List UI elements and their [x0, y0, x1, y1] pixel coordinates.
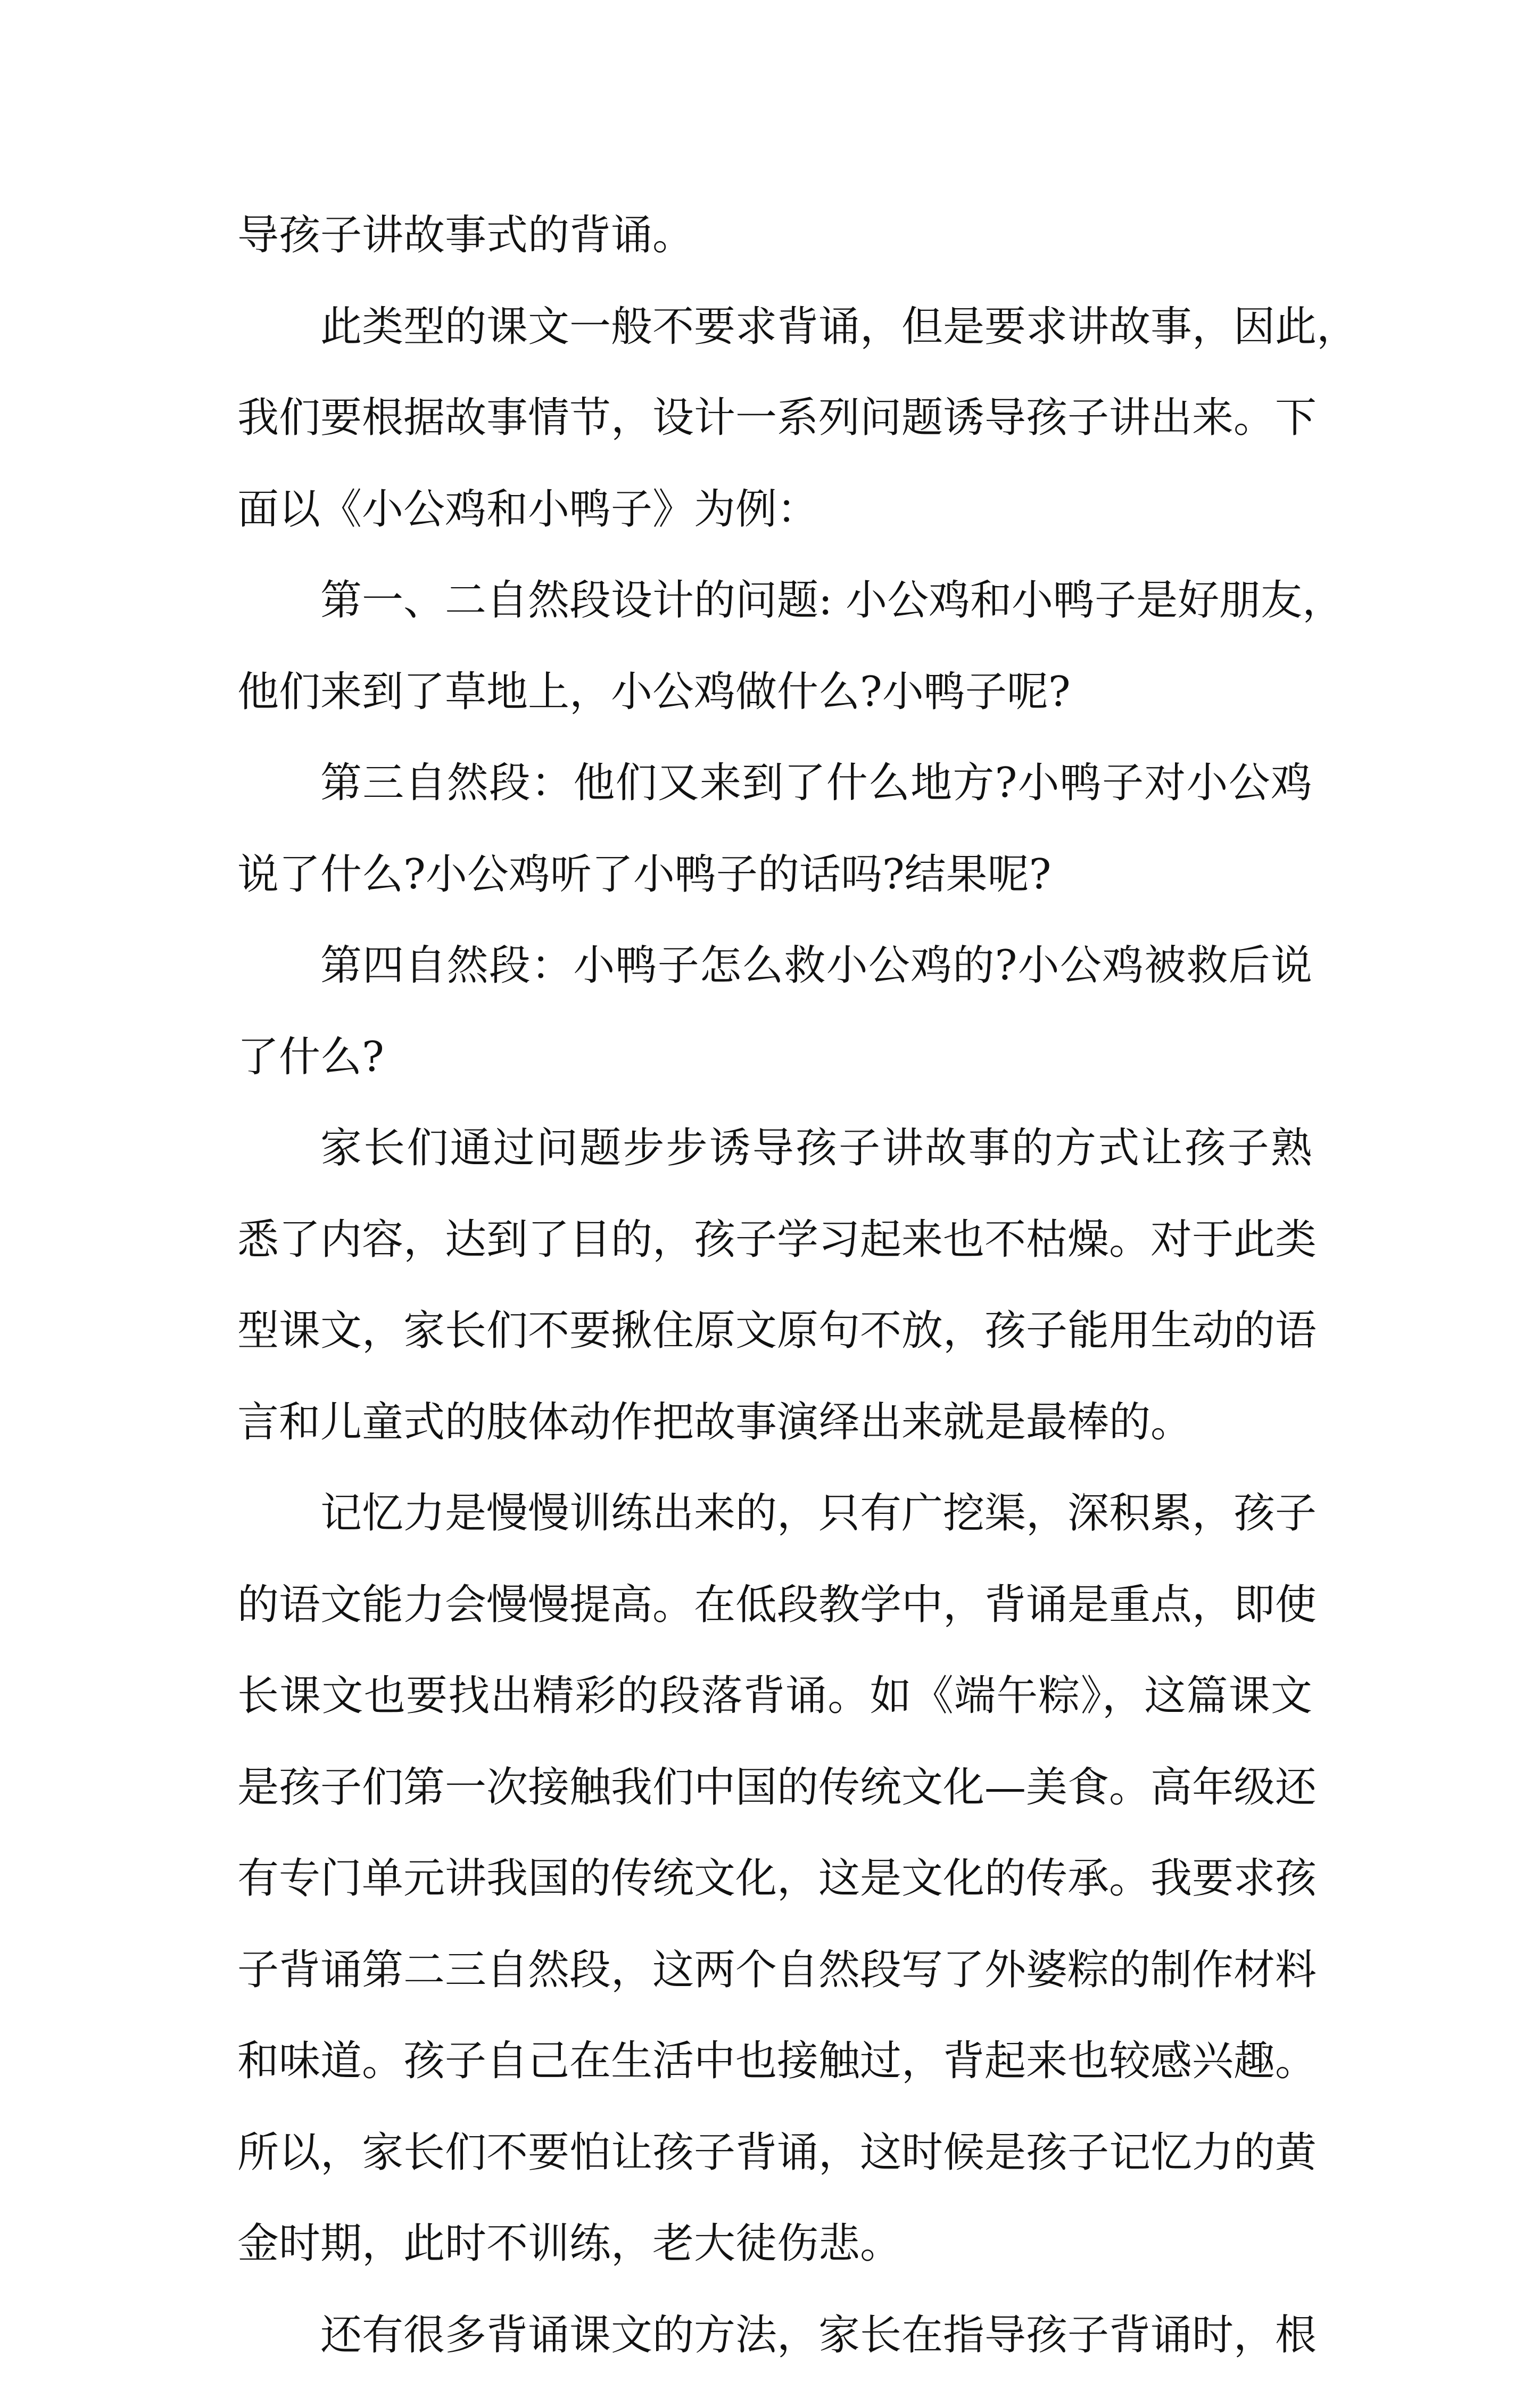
text-line: 我们要根据故事情节，设计一系列问题诱导孩子讲出来。下 [237, 373, 1312, 464]
text-line: 他们来到了草地上，小公鸡做什么?小鸭子呢? [237, 647, 1312, 738]
text-line: 悉了内容，达到了目的，孩子学习起来也不枯燥。对于此类 [237, 1194, 1312, 1286]
paragraph [237, 738, 1312, 920]
paragraph [237, 190, 1312, 282]
text-line: 导孩子讲故事式的背诵。 [237, 190, 1312, 282]
paragraph [237, 920, 1312, 1103]
text-line: 长课文也要找出精彩的段落背诵。如《端午粽》，这篇课文 [237, 1651, 1312, 1742]
text-line: 型课文，家长们不要揪住原文原句不放，孩子能用生动的语 [237, 1286, 1312, 1377]
text-line: 的语文能力会慢慢提高。在低段教学中，背诵是重点，即使 [237, 1560, 1312, 1651]
text-line: 所以，家长们不要怕让孩子背诵，这时候是孩子记忆力的黄 [237, 2107, 1312, 2199]
text-line: 金时期，此时不训练，老大徒伤悲。 [237, 2198, 1312, 2290]
body-text [237, 190, 1312, 2381]
text-line: 说了什么?小公鸡听了小鸭子的话吗?结果呢? [237, 829, 1312, 921]
text-line: 第三自然段：他们又来到了什么地方?小鸭子对小公鸡 [237, 738, 1312, 829]
text-line: 面以《小公鸡和小鸭子》为例： [237, 464, 1312, 556]
paragraph [237, 282, 1312, 556]
text-line: 家长们通过问题步步诱导孩子讲故事的方式让孩子熟 [237, 1103, 1312, 1194]
text-line: 有专门单元讲我国的传统文化，这是文化的传承。我要求孩 [237, 1833, 1312, 1925]
text-line: 第一、二自然段设计的问题: 小公鸡和小鸭子是好朋友， [237, 555, 1312, 647]
paragraph [237, 2290, 1312, 2381]
text-line: 了什么? [237, 1012, 1312, 1103]
paragraph [237, 1468, 1312, 2290]
text-line: 言和儿童式的肢体动作把故事演绎出来就是最棒的。 [237, 1377, 1312, 1469]
text-line: 第四自然段：小鸭子怎么救小公鸡的?小公鸡被救后说 [237, 920, 1312, 1012]
text-line: 子背诵第二三自然段，这两个自然段写了外婆粽的制作材料 [237, 1925, 1312, 2016]
text-line: 此类型的课文一般不要求背诵，但是要求讲故事，因此， [237, 282, 1312, 373]
text-line: 是孩子们第一次接触我们中国的传统文化—美食。高年级还 [237, 1742, 1312, 1834]
paragraph [237, 555, 1312, 738]
text-line: 记忆力是慢慢训练出来的，只有广挖渠，深积累，孩子 [237, 1468, 1312, 1560]
paragraph [237, 1103, 1312, 1468]
text-line: 还有很多背诵课文的方法，家长在指导孩子背诵时，根 [237, 2290, 1312, 2381]
text-line: 和味道。孩子自己在生活中也接触过，背起来也较感兴趣。 [237, 2016, 1312, 2107]
